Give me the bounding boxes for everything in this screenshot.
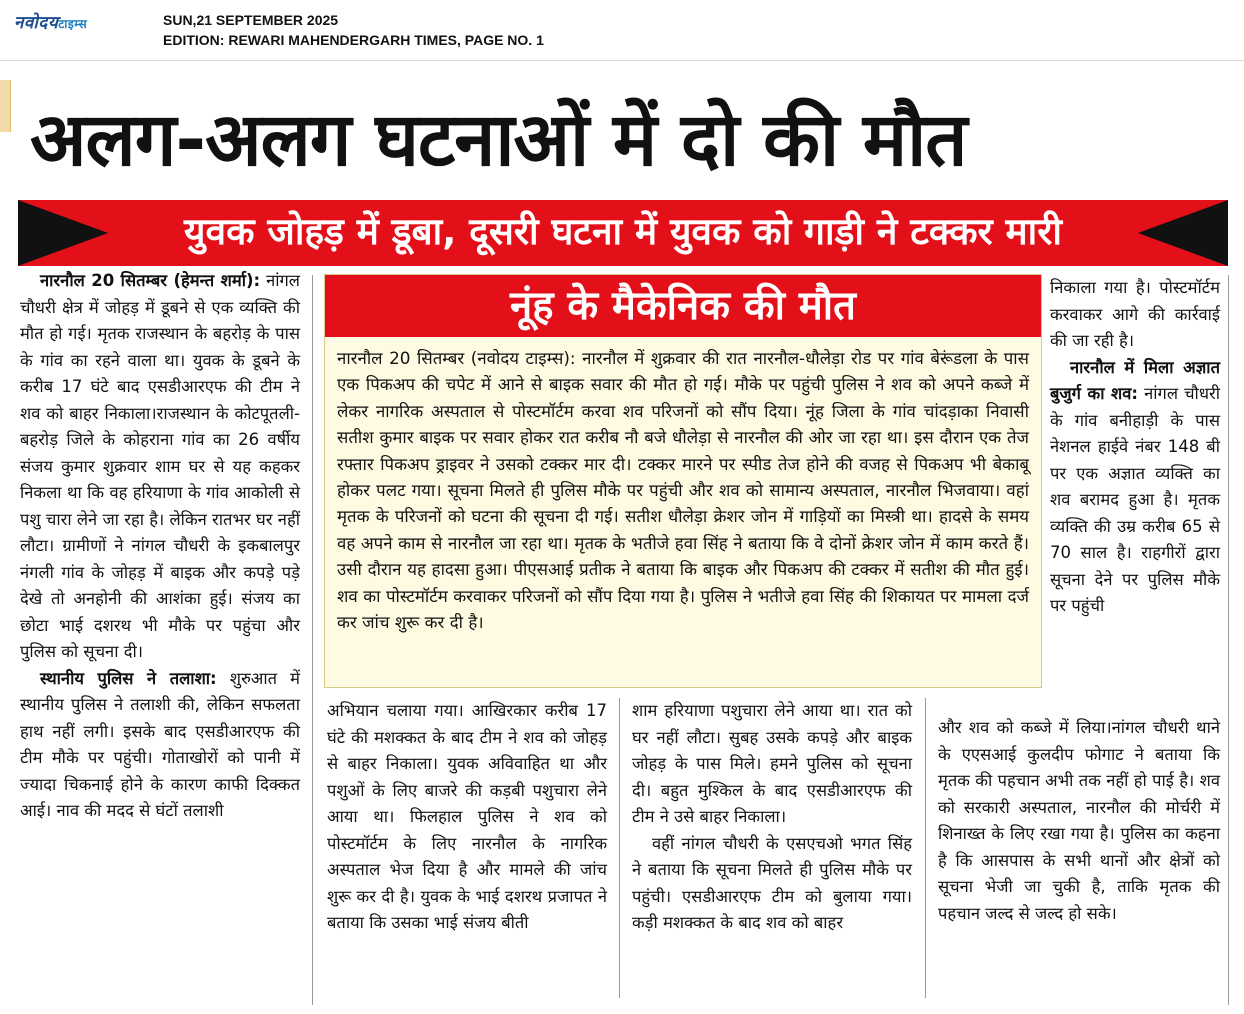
col4-subhead: नारनौल में मिला अज्ञात बुजुर्ग का शव: xyxy=(1050,357,1220,403)
page-edge-marker xyxy=(0,80,11,132)
article-column-5 xyxy=(938,715,1220,927)
logo-sub: टाइम्स xyxy=(58,17,88,31)
subheadline-text: युवक जोहड़ में डूबा, दूसरी घटना में युवक को गाड़ी ने टक्कर मारी xyxy=(184,210,1062,253)
col1-para-2: शुरुआत में स्थानीय पुलिस ने तलाशी की, लेकिन सफलता हाथ नहीं लगी। इसके बाद एसडीआरएफ की टीम मौके पर पहुंची। गोताखोरों को पानी में ज्यादा चिकनाई होने के कारण काफी दिक्कत आई। नाव की मदद से घंटों तलाशी xyxy=(20,668,300,820)
article-column-2 xyxy=(327,698,607,937)
edition-header-bar xyxy=(0,0,1244,61)
column-divider xyxy=(925,698,926,998)
subheadline-banner xyxy=(18,200,1228,266)
col4-para-1: निकाला गया है। पोस्टमॉर्टम करवाकर आगे की कार्रवाई की जा रही है। xyxy=(1050,278,1220,350)
sidebar-story-box xyxy=(324,274,1042,688)
newspaper-logo[interactable] xyxy=(14,10,87,33)
col1-para-1: नांगल चौधरी क्षेत्र में जोहड़ में डूबने से एक व्यक्ति की मौत हो गई। मृतक राजस्थान के बहरोड़ के पास के गांव का रहने वाला था। युवक के डूबने के करीब 17 घंटे बाद एसडीआरएफ की टीम ने शव को बाहर निकाला।राजस्थान के कोटपूतली-बहरोड़ जिले के कोहराना गांव का 26 वर्षीय संजय कुमार शुक्रवार शाम घर से यह कहकर निकला था कि वह हरियाणा के गांव आकोली से पशु चारा लेने जा रहा है। लेकिन रातभर घर नहीं लौटा। ग्रामीणों ने नांगल चौधरी के इकबालपुर नंगली गांव के जोहड़ में बाइक और कपड़े पड़े देखे तो अनहोनी की आशंका हुई। संजय का छोटा भाई दशरथ भी मौके पर पहुंचा और पुलिस को सूचना दी। xyxy=(20,271,300,661)
edition-name: EDITION: REWARI MAHENDERGARH TIMES, PAGE NO. 1 xyxy=(163,32,544,48)
col4-para-2: नांगल चौधरी के गांव बनीहाड़ी के पास नेशनल हाईवे नंबर 148 बी पर एक अज्ञात व्यक्ति का शव बरामद हुआ है। मृतक व्यक्ति की उम्र करीब 65 से 70 साल है। राहगीरों द्वारा सूचना देने पर पुलिस मौके पर पहुंची xyxy=(1050,384,1220,615)
dateline: नारनौल 20 सितम्बर (हेमन्त शर्मा): xyxy=(40,271,261,290)
article-column-3 xyxy=(632,698,912,937)
edition-info xyxy=(163,10,544,50)
col3-para-1: शाम हरियाणा पशुचारा लेने आया था। रात को घर नहीं लौटा। सुबह उसके कपड़े और बाइक जोहड़ के पास मिले। हमने पुलिस को सूचना दी। बहुत मुश्किल के बाद एसडीआरएफ की टीम ने उसे बाहर निकाला। xyxy=(632,701,912,826)
column-divider xyxy=(1228,275,1229,1005)
article-column-1 xyxy=(20,268,300,825)
column-divider xyxy=(312,275,313,1005)
article-column-4 xyxy=(1050,275,1220,620)
sidebar-story-title: नूंह के मैकेनिक की मौत xyxy=(325,275,1041,337)
col5-para: और शव को कब्जे में लिया।नांगल चौधरी थाने के एएसआई कुलदीप फोगाट ने बताया कि मृतक की पहचान अभी तक नहीं हो पाई है। शव को सरकारी अस्पताल, नारनौल की मोर्चरी में शिनाख्त के लिए रखा गया है। पुलिस का कहना है कि आसपास के सभी थानों और क्षेत्रों को सूचना भेजी जा चुकी है, ताकि मृतक की पहचान जल्द से जल्द हो सके। xyxy=(938,718,1220,923)
page-headline: अलग-अलग घटनाओं में दो की मौत xyxy=(30,97,967,183)
col1-subhead: स्थानीय पुलिस ने तलाशा: xyxy=(40,668,217,688)
sidebar-story-body: नारनौल 20 सितम्बर (नवोदय टाइम्स): नारनौल में शुक्रवार की रात नारनौल-धौलेड़ा रोड पर गांव बेरूंडला के पास एक पिकअप की चपेट में आने से बाइक सवार की मौत हो गई। मौके पर पहुंची पुलिस ने शव को अपने कब्जे में लेकर नागरिक अस्पताल से पोस्टमॉर्टम करवा शव परिजनों को सौंप दिया। नूंह जिला के गांव चांदड़ाका निवासी सतीश कुमार बाइक पर सवार होकर रात करीब नौ बजे धौलेड़ा से नारनौल की ओर जा रहा था। इस दौरान एक तेज रफ्तार पिकअप ड्राइवर ने उसको टक्कर मार दी। टक्कर मारने पर स्पीड तेज होने की वजह से पिकअप भी बेकाबू होकर पलट गया। सूचना मिलते ही पुलिस मौके पर पहुंची और शव को सामान्य अस्पताल, नारनौल भिजवाया। वहां मृतक के परिजनों को घटना की सूचना दी गई। सतीश धौलेड़ा क्रेशर जोन में गाड़ियों का मिस्त्री था। हादसे के समय वह अपने काम से नारनौल जा रहा था। मृतक के भतीजे हवा सिंह ने बताया कि वे दोनों क्रेशर जोन में काम करते हैं। उसी दौरान यह हादसा हुआ। पीएसआई प्रतीक ने बताया कि बाइक और पिकअप की टक्कर में सतीश की मौत हुई। शव का पोस्टमॉर्टम करवाकर परिजनों को सौंप दिया गया है। पुलिस ने भतीजे हवा सिंह की शिकायत पर मामला दर्ज कर जांच शुरू कर दी है। xyxy=(337,348,1029,633)
column-divider xyxy=(619,698,620,998)
col3-para-2: वहीं नांगल चौधरी के एसएचओ भगत सिंह ने बताया कि सूचना मिलते ही पुलिस मौके पर पहुंची। एसडीआरएफ टीम को बुलाया गया। कड़ी मशक्कत के बाद शव को बाहर xyxy=(632,833,912,932)
edition-date: SUN,21 SEPTEMBER 2025 xyxy=(163,12,339,28)
logo-main: नवोदय xyxy=(14,13,59,33)
col2-para: अभियान चलाया गया। आखिरकार करीब 17 घंटे की मशक्कत के बाद टीम ने शव को जोहड़ से बाहर निकाला। युवक अविवाहित था और पशुओं के लिए बाजरे की कड़बी पशुचारा लेने आया था। फिलहाल पुलिस ने शव को पोस्टमॉर्टम के लिए नारनौल के नागरिक अस्पताल भेज दिया है और मामले की जांच शुरू कर दी है। युवक के भाई दशरथ प्रजापत ने बताया कि उसका भाई संजय बीती xyxy=(327,701,607,932)
